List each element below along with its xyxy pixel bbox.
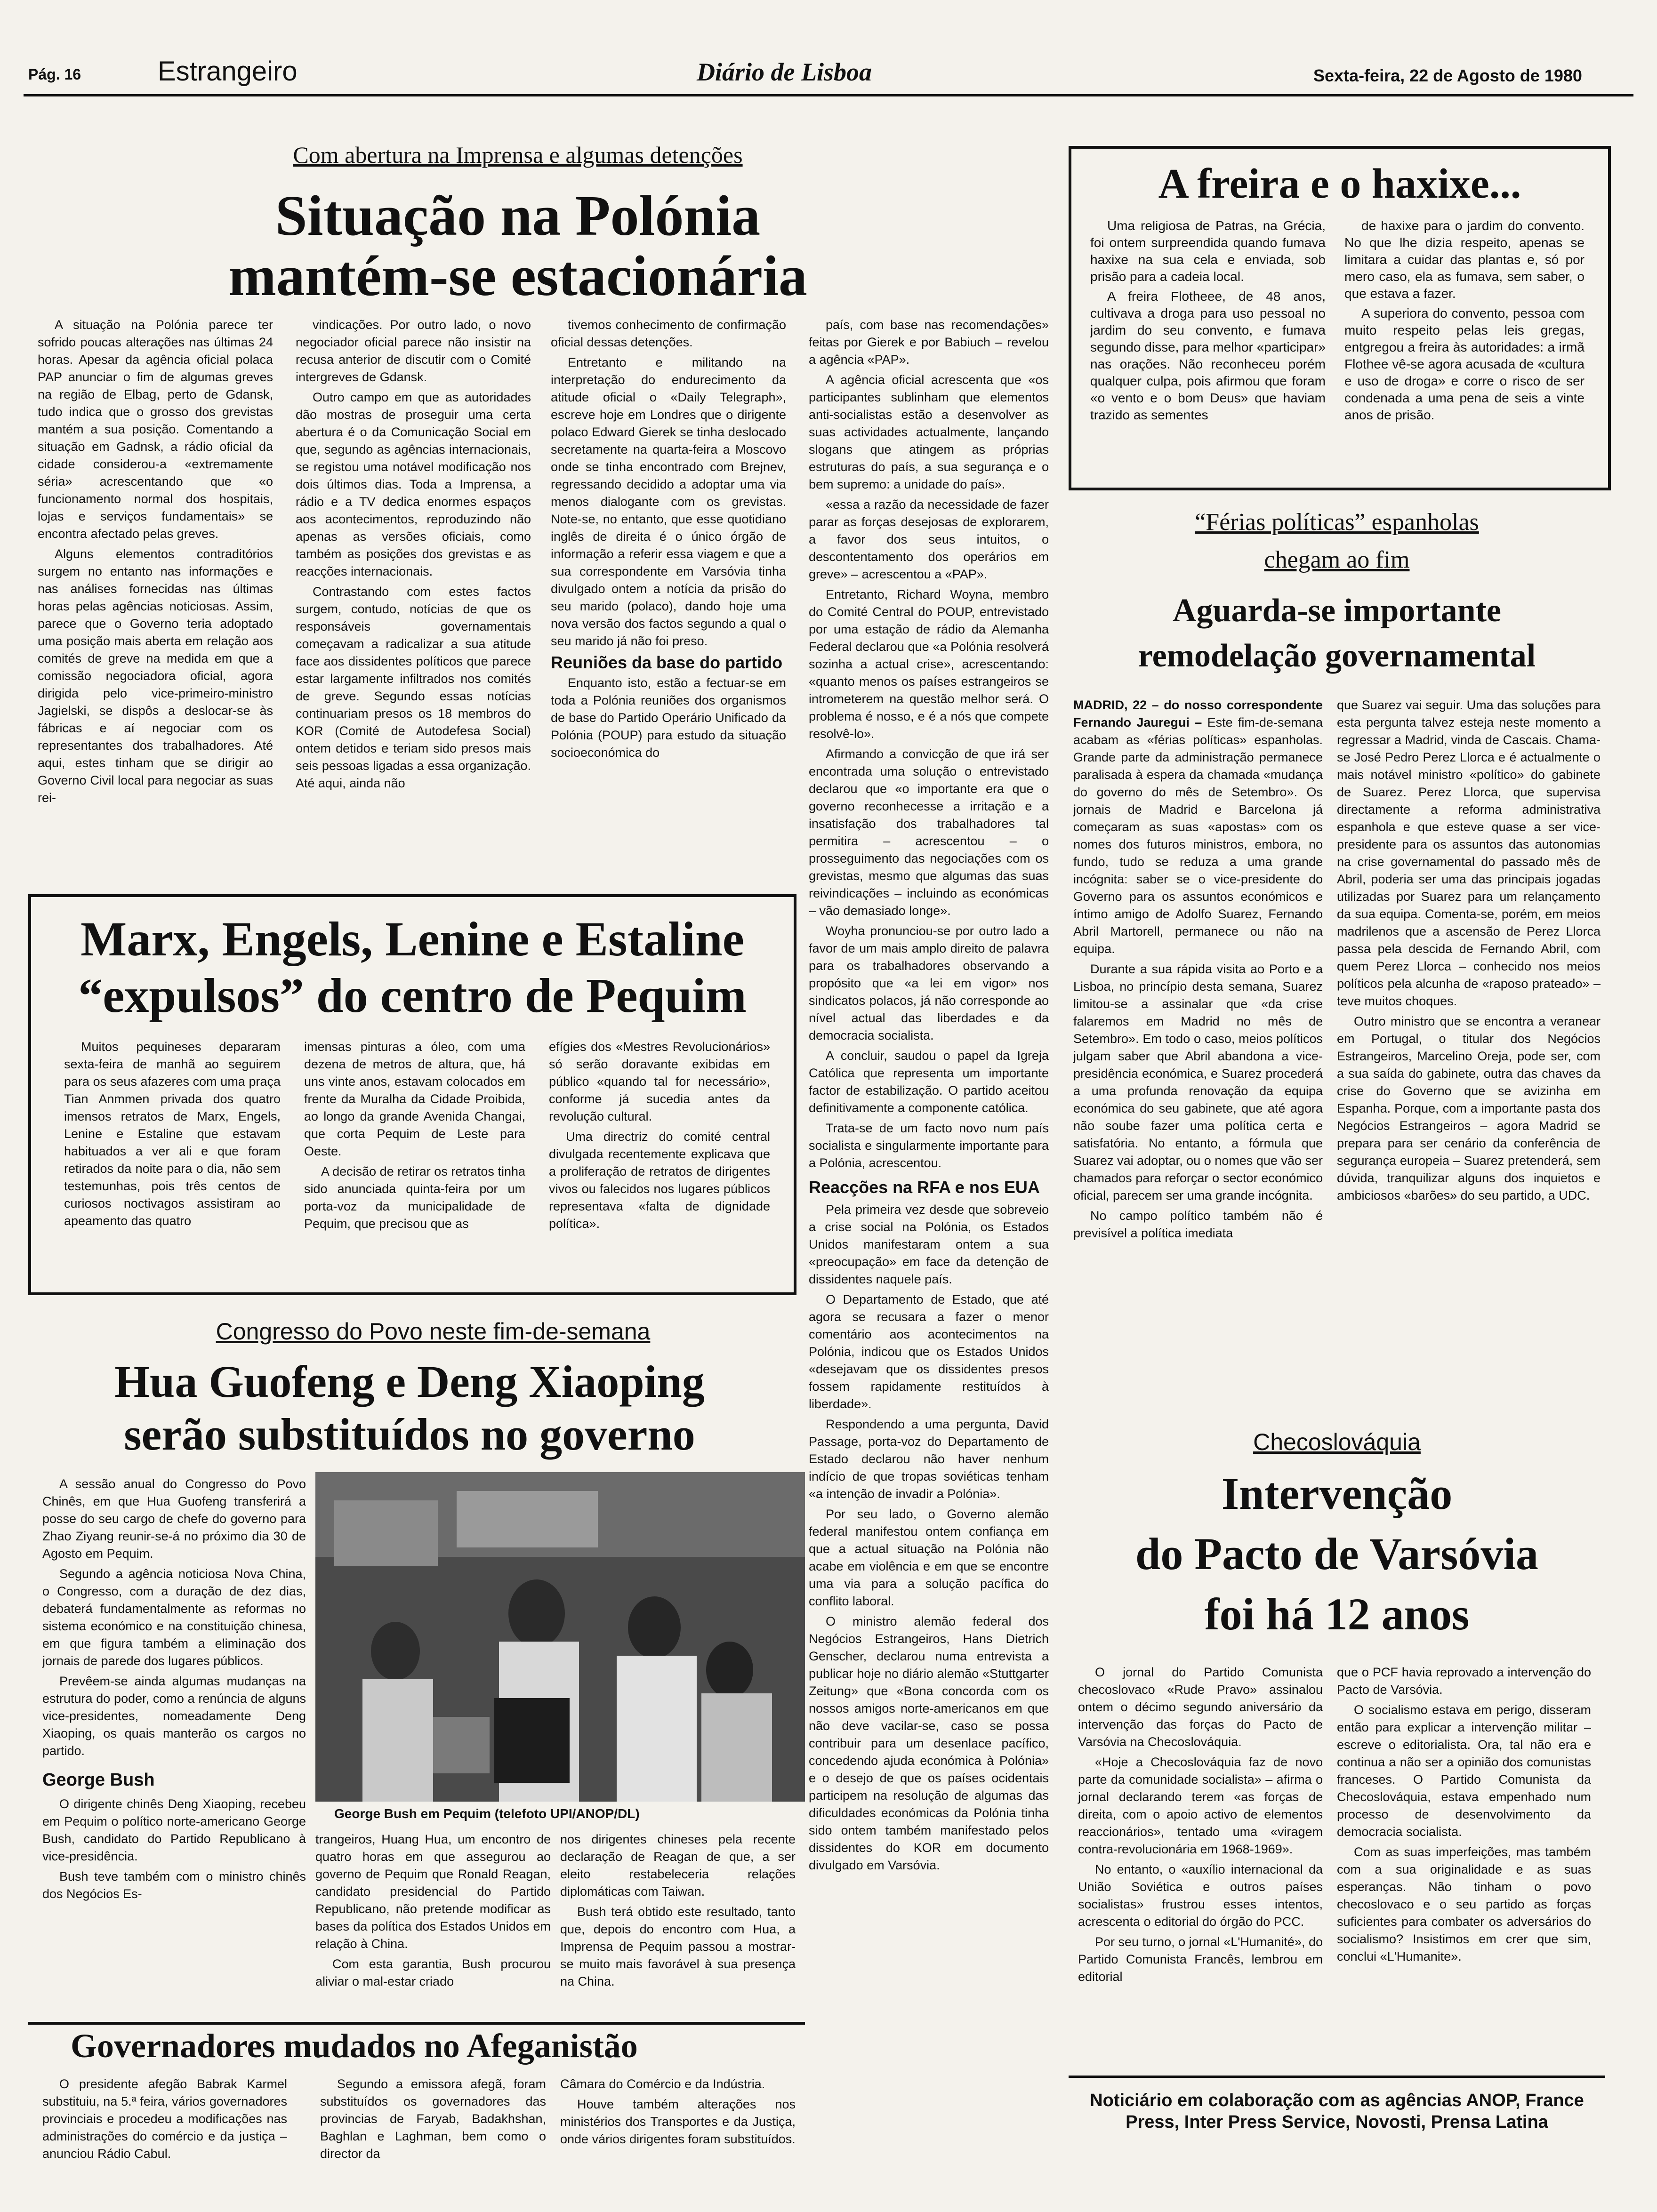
paragraph: Câmara do Comércio e da Indústria. <box>560 2077 765 2091</box>
spain-headline <box>1054 588 1619 679</box>
freira-box <box>1069 146 1611 490</box>
paragraph: Outro campo em que as autoridades dão mostras de proseguir uma certa abertura é o da Comunicação Social em que, segundo as agências internacionais, se registou uma notável modificação nos dois últimos dias. Toda a Imprensa, a rádio e a TV dedica enormes espaços aos acontecimentos, reproduzindo não apenas as versões oficiais, como também as posições dos grevistas e as reacções internacionais. <box>296 390 531 578</box>
paragraph: Houve também alterações nos ministérios dos Transportes e da Justiça, onde vários dirigentes foram substituídos. <box>560 2097 796 2146</box>
paragraph: Por seu turno, o jornal «L'Humanité», do Partido Comunista Francês, lembrou em editorial <box>1078 1935 1323 1984</box>
paragraph: trangeiros, Huang Hua, um encontro de quatro horas em que assegurou ao governo de Pequim que Ronald Reagan, candidato presidencial do Partido Republicano, não pretende modificar as bases da política dos Estados Unidos em relação à China. <box>315 1832 551 1951</box>
paragraph: A freira Flotheee, de 48 anos, cultivava a droga para uso pessoal no jardim do seu convento, e fumava segundo disse, para melhor «participar» nas orações. Não reconheceu porém qualquer culpa, pois afirmou que foram «o vento e o bom Deus» que haviam trazido as sementes <box>1090 289 1326 422</box>
paragraph: Woyha pronunciou-se por outro lado a favor de um mais amplo direito de palavra para os trabalhadores observando a propósito que «a lei em vigor» nos sindicatos polacos, já não corresponde ao nível actual das liberdades e da democracia socialista. <box>809 924 1049 1042</box>
paragraph: «essa a razão da necessidade de fazer parar as forças desejosas de explorarem, a favor dos seus intuitos, o descontentamento dos operários em greve» – acrescentou a «PAP». <box>809 497 1049 581</box>
header-rule <box>24 94 1633 96</box>
peking-col3 <box>549 1038 770 1235</box>
hua-col1 <box>42 1475 306 1906</box>
footer-note-rule <box>1069 2076 1605 2078</box>
paragraph: A sessão anual do Congresso do Povo Chinês, em que Hua Guofeng transferirá a posse do seu cargo de chefe do governo para Zhao Ziyang reunir-se-á no próximo dia 30 de Agosto em Pequim. <box>42 1477 306 1561</box>
paragraph: No entanto, o «auxílio internacional da União Soviética e outros países socialistas» frustrou esses intentos, acrescenta o editorial do órgão do PCC. <box>1078 1862 1323 1929</box>
paragraph: A situação na Polónia parece ter sofrido poucas alterações nas últimas 24 horas. Apesar da agência oficial polaca PAP anunciar o fim de algumas greves na região de Elbag, perto de Gdansk, tudo indica que o grosso dos grevistas mantém a sua posição. Comentando a situação em Gadnsk, a rádio oficial da cidade considerou-a «extremamente séria» acrescentando que «o funcionamento normal dos hospitais, lojas e serviços fundamentais» se encontra afectado pelas greves. <box>38 318 273 541</box>
paragraph: Trata-se de um facto novo num país socialista e singularmente importante para a Polónia, acrescentou. <box>809 1121 1049 1170</box>
spain-lead: Este fim-de-semana acabam as «férias políticas» espanholas. Grande parte da administração permanece paralisada à espera da chamada «mudança do governo do mês de Setembro». Os jornais de Madrid e Barcelona já começaram as suas «apostas» com os nomes dos futuros ministros, embora, no fundo, tudo se reduza a uma grande incógnita: saber se o vice-presidente do Governo para os assuntos económicos e íntimo amigo de Adolfo Suarez, Fernando Abril Martorell, permanece ou não na equipa. <box>1073 715 1323 956</box>
paragraph: Com as suas imperfeições, mas também com a sua originalidade e as suas esperanças. Não tinham o povo checoslovaco e o seu partido as forças suficientes para combater os adversários do socialismo? Insistimos em crer que sim, conclui «L'Humanite». <box>1337 1845 1591 1964</box>
afghan-headline: Governadores mudados no Afeganistão <box>71 2027 638 2065</box>
paragraph: Prevêem-se ainda algumas mudanças na estrutura do poder, como a renúncia de alguns vice-presidentes, nomeadamente Deng Xiaoping, os quais manterão os cargos no partido. <box>42 1674 306 1758</box>
hua-subhead-bush: George Bush <box>42 1770 155 1790</box>
spain-col1 <box>1073 697 1323 1245</box>
czech-headline-line3: foi há 12 anos <box>1204 1589 1470 1639</box>
paragraph: O Departamento de Estado, que até agora se recusara a fazer o menor comentário aos acontecimentos na Polónia, indicou que os Estados Unidos «desejavam que os dissidentes presos fossem rapidamente restituídos à liberdade». <box>809 1292 1049 1411</box>
czech-headline-line1: Intervenção <box>1221 1468 1453 1519</box>
paragraph: Enquanto isto, estão a fectuar-se em toda a Polónia reuniões dos organismos de base do Partido Operário Unificado da Polónia (POUP) para estudo da situação socioeconómica do <box>551 676 786 760</box>
poland-col3 <box>551 316 786 764</box>
paragraph: que o PCF havia reprovado a intervenção do Pacto de Varsóvia. <box>1337 1665 1591 1697</box>
paragraph: O jornal do Partido Comunista checoslovaco «Rude Pravo» assinalou ontem o décimo segundo aniversário da intervenção das forças do Pacto de Varsóvia na Checoslováquia. <box>1078 1665 1323 1749</box>
czech-col1 <box>1078 1664 1323 1988</box>
paragraph: A superiora do convento, pessoa com muito respeito pelas leis gregas, entgregou a freira às autoridades: a irmã Flothee vê-se agora acusada de «cultura e uso de droga» e corre o risco de ser condenada a uma pena de seis a vinte anos de prisão. <box>1344 306 1585 422</box>
photo-caption: George Bush em Pequim (telefoto UPI/ANOP/DL) <box>334 1806 640 1821</box>
peking-headline <box>31 911 794 1024</box>
paragraph: Durante a sua rápida visita ao Porto e a Lisboa, no princípio desta semana, Suarez limitou-se a assinalar que «da crise falaremos em Madrid no mês de Setembro». Em todo o caso, meios políticos julgam saber que Abril abandona a vice-presidência económica, e Suarez procederá a uma profunda renovação da equipa económica do seu gabinete, que até agora não soube fazer uma política certa e satisfatória. No entanto, a fórmula que Suarez vai adoptar, ou o nomes que vão ser chamados para reforçar o sector económico oficial, parecem ser uma grande incógnita. <box>1073 962 1323 1202</box>
paragraph: nos dirigentes chineses pela recente declaração de Reagan de que, a ser eleito restabeleceria relações diplomáticas com Taiwan. <box>560 1832 796 1899</box>
czech-col2 <box>1337 1664 1591 1968</box>
paragraph: A concluir, saudou o papel da Igreja Católica que representa um importante factor de estabilização. O partido aceitou definitivamente a componente católica. <box>809 1049 1049 1115</box>
afghan-col1 <box>42 2076 287 2165</box>
peking-box <box>28 894 796 1295</box>
czech-headline-line2: do Pacto de Varsóvia <box>1135 1529 1539 1579</box>
afghan-rule <box>28 2022 805 2025</box>
spain-kicker-line1: “Férias políticas” espanholas <box>1195 509 1479 536</box>
paragraph: Afirmando a convicção de que irá ser encontrada uma solução o entrevistado declarou que «o importante era que o governo reconhecesse a irritação e a insatisfação dos trabalhadores tal permitira – acrescentou – o prosseguimento das negociações com os grevistas, mesmo que algumas das suas reivindicações – incluindo as económicas – vão demasiado longe». <box>809 747 1049 918</box>
freira-headline: A freira e o haxixe... <box>1158 160 1521 207</box>
photo-bush-peking <box>315 1472 805 1802</box>
paragraph: Bush terá obtido este resultado, tanto que, depois do encontro com Hua, a Imprensa de Pequim passou a mostrar-se muito mais favorável à sua presença na China. <box>560 1905 796 1988</box>
paragraph: de haxixe para o jardim do convento. No que lhe dizia respeito, apenas se limitara a cuidar das plantas e, só por mero caso, ela as fumava, sem saber, o que estava a fazer. <box>1344 218 1585 301</box>
paragraph: imensas pinturas a óleo, com uma dezena de metros de altura, que, há uns vinte anos, estavam colocados em frente da Muralha da Cidade Proibida, ao longo da grande Avenida Changai, que corta Pequim de Leste para Oeste. <box>304 1040 525 1158</box>
paragraph: vindicações. Por outro lado, o novo negociador oficial parece não insistir na recusa anterior de discutir com o Comité intergreves de Gdansk. <box>296 318 531 384</box>
paragraph: país, com base nas recomendações» feitas por Gierek e por Babiuch – revelou a agência «PAP». <box>809 318 1049 367</box>
poland-col2 <box>296 316 531 795</box>
hua-headline <box>28 1355 791 1461</box>
paragraph: Segundo a emissora afegã, foram substituídos os governadores das provincias de Faryab, Badakhshan, Baghlan e Laghman, bem como o director da <box>320 2077 546 2161</box>
hua-headline-line2: serão substituídos no governo <box>124 1409 695 1459</box>
hua-col3 <box>560 1831 796 1993</box>
paragraph: tivemos conhecimento de confirmação oficial dessas detenções. <box>551 318 786 349</box>
paragraph: Respondendo a uma pergunta, David Passage, porta-voz do Departamento de Estado declarou não haver nenhum indício de que tropas soviéticas tenham «a intenção de invadir a Polónia». <box>809 1417 1049 1501</box>
newspaper-masthead: Diário de Lisboa <box>697 58 872 86</box>
peking-col2 <box>304 1038 525 1235</box>
czech-headline <box>1054 1464 1619 1644</box>
paragraph: Com esta garantia, Bush procurou aliviar o mal-estar criado <box>315 1957 551 1988</box>
peking-col1 <box>64 1038 281 1233</box>
section-name: Estrangeiro <box>158 56 298 87</box>
paragraph: Bush teve também com o ministro chinês dos Negócios Es- <box>42 1869 306 1901</box>
paragraph: Segundo a agência noticiosa Nova China, o Congresso, com a duração de dez dias, debaterá fundamentalmente as reformas no sistema económico e na constituição chinesa, em que figura também a eliminação dos jornais de parede dos lugares públicos. <box>42 1567 306 1668</box>
poland-headline-line2: mantém-se estacionária <box>228 244 807 308</box>
agencies-note: Noticiário em colaboração com as agências ANOP, France Press, Inter Press Service, Novosti, Prensa Latina <box>1090 2091 1584 2132</box>
issue-date: Sexta-feira, 22 de Agosto de 1980 <box>1313 66 1582 85</box>
paragraph: Muitos pequineses depararam sexta-feira de manhã ao seguirem para os seus afazeres com uma praça Tian Anmmen privada dos quatro imensos retratos de Marx, Engels, Lenine e Estaline que estavam habituados a ver ali e que foram retirados da noite para o dia, não sem testemunhas, pois três centos de curiosos noctivagos assistiram ao apeamento das quatro <box>64 1040 281 1228</box>
spain-byline: MADRID, 22 – do nosso correspondente Fernando Jauregui – <box>1073 698 1323 729</box>
paragraph: A decisão de retirar os retratos tinha sido anunciada quinta-feira por um porta-voz da municipalidade de Pequim, que precisou que as <box>304 1164 525 1231</box>
hua-headline-line1: Hua Guofeng e Deng Xiaoping <box>114 1356 705 1407</box>
hua-kicker: Congresso do Povo neste fim-de-semana <box>216 1318 651 1345</box>
poland-headline <box>47 186 989 306</box>
freira-col2 <box>1344 217 1585 426</box>
poland-col4 <box>809 316 1049 1877</box>
paragraph: A agência oficial acrescenta que «os participantes sublinham que elementos anti-socialistas estão a desenvolver as suas actividades actualmente, lançando slogans que atingem as próprias estruturas do país, a sua segurança e o bem supremo: a unidade do país». <box>809 373 1049 491</box>
paragraph: No campo político também não é previsível a política imediata <box>1073 1209 1323 1240</box>
poland-col1 <box>38 316 273 809</box>
paragraph: Por seu lado, o Governo alemão federal manifestou ontem confiança em que a actual situação na Polónia não acabe em violência e em que se encontre uma via para a solução pacífica do conflito laboral. <box>809 1507 1049 1608</box>
paragraph: Contrastando com estes factos surgem, contudo, notícias de que os responsáveis governamentais começavam a radicalizar a sua atitude face aos dissidentes políticos que parece estar largamente infiltrados nos comités de greve. Segundo essas notícias continuariam presos os 18 membros do KOR (Comité de Autodefesa Social) ontem detidos e teriam sido presos mais seis pessoas ligadas a essa organização. Até aqui, ainda não <box>296 585 531 790</box>
poland-subhead-reunioes: Reuniões da base do partido <box>551 653 783 672</box>
spain-kicker-line2: chegam ao fim <box>1264 546 1410 573</box>
paragraph: O dirigente chinês Deng Xiaoping, recebeu em Pequim o político norte-americano George Bush, candidato do Partido Republicano à vice-presidência. <box>42 1797 306 1863</box>
paragraph: Entretanto, Richard Woyna, membro do Comité Central do POUP, entrevistado por uma estação de rádio da Alemanha Federal declarou que «a Polónia resolverá sozinha a actual crise», acrescentando: «quanto menos os países estrangeiros se intrometerem na questão melhor será. O problema é nosso, e é a nós que compete resolvê-lo». <box>809 587 1049 741</box>
freira-col1 <box>1090 217 1326 426</box>
paragraph: Pela primeira vez desde que sobreveio a crise social na Polónia, os Estados Unidos manifestaram ontem a sua «preocupação» em face da detenção de dissidentes naquele país. <box>809 1202 1049 1286</box>
peking-headline-line1: Marx, Engels, Lenine e Estaline <box>80 912 744 966</box>
paragraph: «Hoje a Checoslováquia faz de novo parte da comunidade socialista» – afirma o jornal declarando terem «as forças de direita, com o apoio activo de elementos reaccionários», tentado uma «viragem contra-revolucionária em 1968-1969». <box>1078 1755 1323 1856</box>
poland-kicker: Com abertura na Imprensa e algumas detenções <box>293 142 743 168</box>
spain-headline-line2: remodelação governamental <box>1138 638 1536 674</box>
paragraph: O presidente afegão Babrak Karmel substituiu, na 5.ª feira, vários governadores provinciais e procedeu a modificações nas administrações do comércio e da justiça – anunciou Rádio Cabul. <box>42 2077 287 2161</box>
page-number: Pág. 16 <box>28 66 81 83</box>
spain-col2 <box>1337 697 1601 1207</box>
poland-subhead-reaccoes: Reacções na RFA e nos EUA <box>809 1178 1040 1197</box>
paragraph: que Suarez vai seguir. Uma das soluções para esta pergunta talvez esteja neste momento a regressar a Madrid, vinda de Cascais. Chama-se José Pedro Perez Llorca e é actualmente o mais notável ministro «político» do gabinete de Suarez. Perez Llorca, que supervisa directamente a reforma administrativa espanhola e que esteve quase a ser vice-presidente para os assuntos das autonomias na crise governamental do passado mês de Abril, poderia ser uma das principais jogadas utilizadas por Suarez para um relançamento da sua equipa. Comenta-se, porém, em meios madrilenos que a ascensão de Perez Llorca passa pela descida de Fernando Abril, com quem Perez Llorca – conhecido nos meios políticos pela alcunha de «raposo prateado» – teve muitos choques. <box>1337 698 1601 1008</box>
afghan-col3 <box>560 2076 796 2151</box>
paragraph: O socialismo estava em perigo, disseram então para explicar a intervenção militar – escreve o editorialista. Ora, tal não era e continua a não ser a opinião dos comunistas franceses. O Partido Comunista da Checoslováquia, estava empenhado num processo de desenvolvimento da democracia socialista. <box>1337 1703 1591 1839</box>
paragraph: O ministro alemão federal dos Negócios Estrangeiros, Hans Dietrich Genscher, declarou numa entrevista a publicar hoje no diário alemão «Stuttgarter Zeitung» que «Bona concorda com os nossos amigos norte-americanos em que não deve vacilar-se, caso se possa contribuir para um desenlace pacífico, concedendo ajuda económica à Polónia» e o desejo de que os países ocidentais participem na resolução de algumas das dificuldades económicas da Polónia tinha sido ontem também manifestado pelos dissidentes do KOR em documento divulgado em Varsóvia. <box>809 1614 1049 1872</box>
paragraph: Outro ministro que se encontra a veranear em Portugal, o titular dos Negócios Estrangeiros, Marcelino Oreja, pode ser, com a sua saída do gabinete, outra das chaves da crise do Governo que se avizinha em Espanha. Porque, com a importante pasta dos Negócios Estrangeiros – agora Madrid se prepara para ser cenário da conferência de segurança europeia – Suarez pretenderá, sem dúvida, tranquilizar alguns dos inquietos e ambiciosos «barões» do seu partido, a UDC. <box>1337 1014 1601 1202</box>
paragraph: Alguns elementos contraditórios surgem no entanto nas informações e nas análises fornecidas nas últimas horas pelas agências noticiosas. Assim, parece que o Governo teria adoptado uma posição mais aberta em relação aos comités de greve na medida em que a comissão negociadora oficial, agora dirigida pelo vice-primeiro-ministro Jagielski, se dispôs a deslocar-se às fábricas e aí negociar com os representantes dos trabalhadores. Até aqui, estes tinham que se dirigir ao Governo Civil local para negociar as suas rei- <box>38 547 273 805</box>
czech-kicker: Checoslováquia <box>1253 1429 1421 1455</box>
paragraph: Uma directriz do comité central divulgada recentemente explicava que a proliferação de retratos de dirigentes vivos ou falecidos nos lugares públicos representava «falta de dignidade política». <box>549 1130 770 1231</box>
paragraph: efígies dos «Mestres Revolucionários» só serão doravante exibidas em público «quando tal for necessário», conforme já sucedia antes da revolução cultural. <box>549 1040 770 1123</box>
paragraph: Uma religiosa de Patras, na Grécia, foi ontem surpreendida quando fumava haxixe na sua cela e enviada, sob prisão para a cadeia local. <box>1090 218 1326 284</box>
paragraph: Entretanto e militando na interpretação do endurecimento da atitude oficial o «Daily Telegraph», escreve hoje em Londres que o dirigente polaco Edward Gierek se tinha deslocado secretamente na quarta-feira a Moscovo onde se tinha encontrado com Brejnev, regressando decidido a adoptar uma via menos dialogante com os grevistas. Note-se, no entanto, que esse quotidiano inglês de direita é o único órgão de informação a referir essa viagem e que a sua correspondente em Varsóvia tinha divulgado ontem a notícia da prisão do seu marido (polaco), dando hoje uma nova versão dos factos segundo a qual o seu marido já não foi preso. <box>551 355 786 648</box>
poland-headline-line1: Situação na Polónia <box>275 184 761 248</box>
hua-col2 <box>315 1831 551 1993</box>
afghan-col2 <box>320 2076 546 2165</box>
peking-headline-line2: “expulsos” do centro de Pequim <box>78 969 747 1023</box>
spain-headline-line1: Aguarda-se importante <box>1173 593 1501 629</box>
photo-illustration <box>315 1472 805 1802</box>
